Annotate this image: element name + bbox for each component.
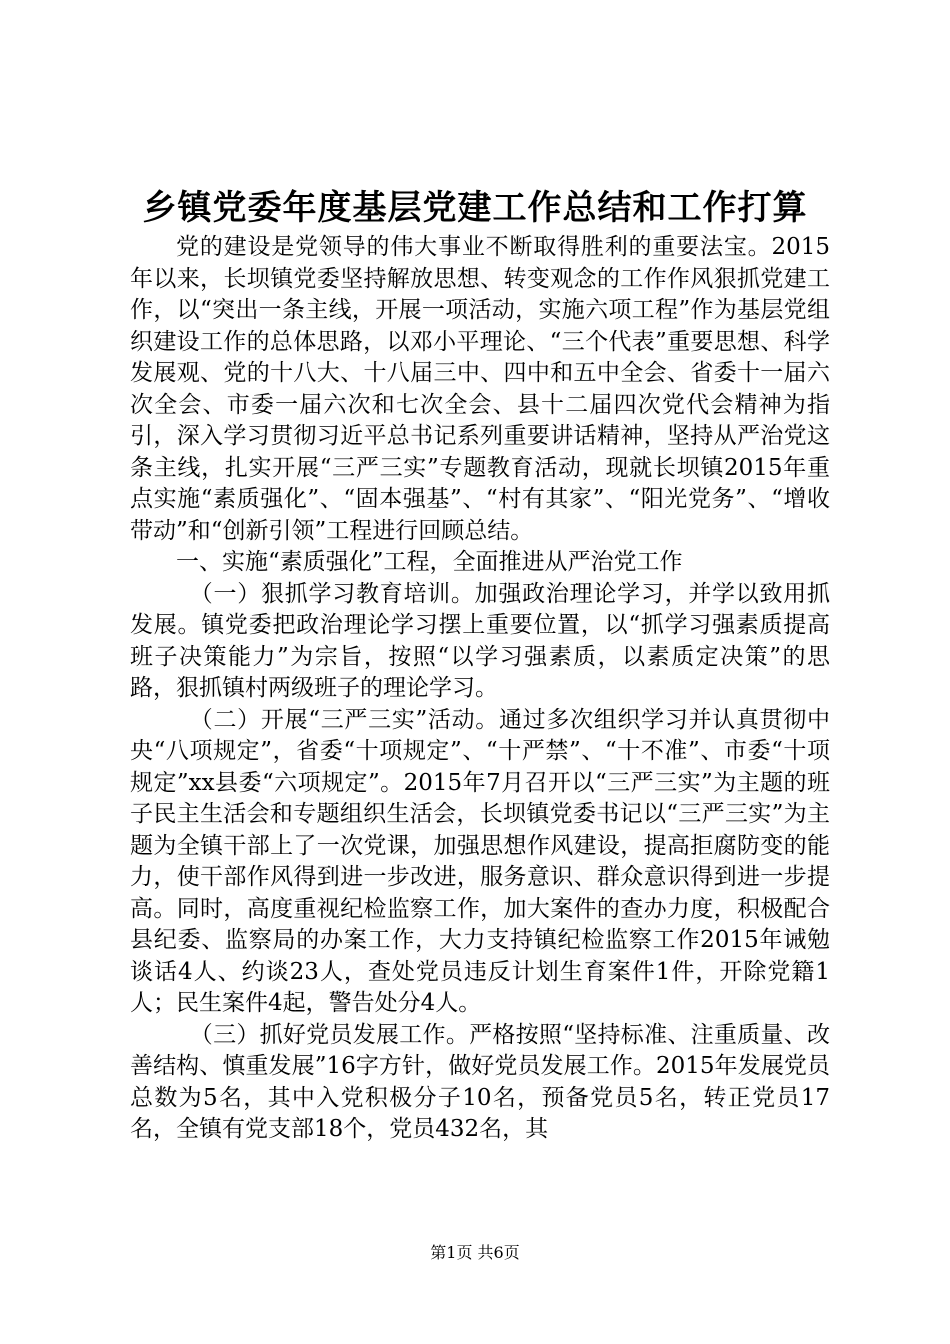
subsection-paragraph-3: （三）抓好党员发展工作。严格按照“坚持标准、注重质量、改善结构、慎重发展”16字方针，做好党员发展工作。2015年发展党员总数为5名，其中入党积极分子10名，预备党员5名，转正党员17名，全镇有党支部18个，党员432名，其 <box>130 1021 830 1142</box>
document-body <box>130 232 830 1146</box>
subsection-paragraph-1: （一）狠抓学习教育培训。加强政治理论学习，并学以致用抓发展。镇党委把政治理论学习摆上重要位置，以“抓学习强素质提高班子决策能力”为宗旨，按照“以学习强素质，以素质定决策”的思路，狠抓镇村两级班子的理论学习。 <box>130 580 830 701</box>
page-footer: 第1页 共6页 <box>430 1243 520 1262</box>
document-title: 乡镇党委年度基层党建工作总结和工作打算 <box>142 188 808 228</box>
intro-paragraph: 党的建设是党领导的伟大事业不断取得胜利的重要法宝。2015年以来，长坝镇党委坚持解放思想、转变观念的工作作风狠抓党建工作，以“突出一条主线，开展一项活动，实施六项工程”作为基层党组织建设工作的总体思路，以邓小平理论、“三个代表”重要思想、科学发展观、党的十八大、十八届三中、四中和五中全会、省委十一届六次全会、市委一届六次和七次全会、县十二届四次党代会精神为指引，深入学习贯彻习近平总书记系列重要讲话精神，坚持从严治党这条主线，扎实开展“三严三实”专题教育活动，现就长坝镇2015年重点实施“素质强化”、“固本强基”、“村有其家”、“阳光党务”、“增收带动”和“创新引领”工程进行回顾总结。 <box>130 234 830 544</box>
section-heading-1: 一、实施“素质强化”工程，全面推进从严治党工作 <box>176 549 683 575</box>
subsection-paragraph-2: （二）开展“三严三实”活动。通过多次组织学习并认真贯彻中央“八项规定”，省委“十项规定”、“十严禁”、“十不准”、市委“十项规定”xx县委“六项规定”。2015年7月召开以“三严三实”为主题的班子民主生活会和专题组织生活会，长坝镇党委书记以“三严三实”为主题为全镇干部上了一次党课，加强思想作风建设，提高拒腐防变的能力，使干部作风得到进一步改进，服务意识、群众意识得到进一步提高。同时，高度重视纪检监察工作，加大案件的查办力度，积极配合县纪委、监察局的办案工作，大力支持镇纪检监察工作2015年诫勉谈话4人、约谈23人，查处党员违反计划生育案件1件，开除党籍1人；民生案件4起，警告处分4人。 <box>130 706 830 1016</box>
